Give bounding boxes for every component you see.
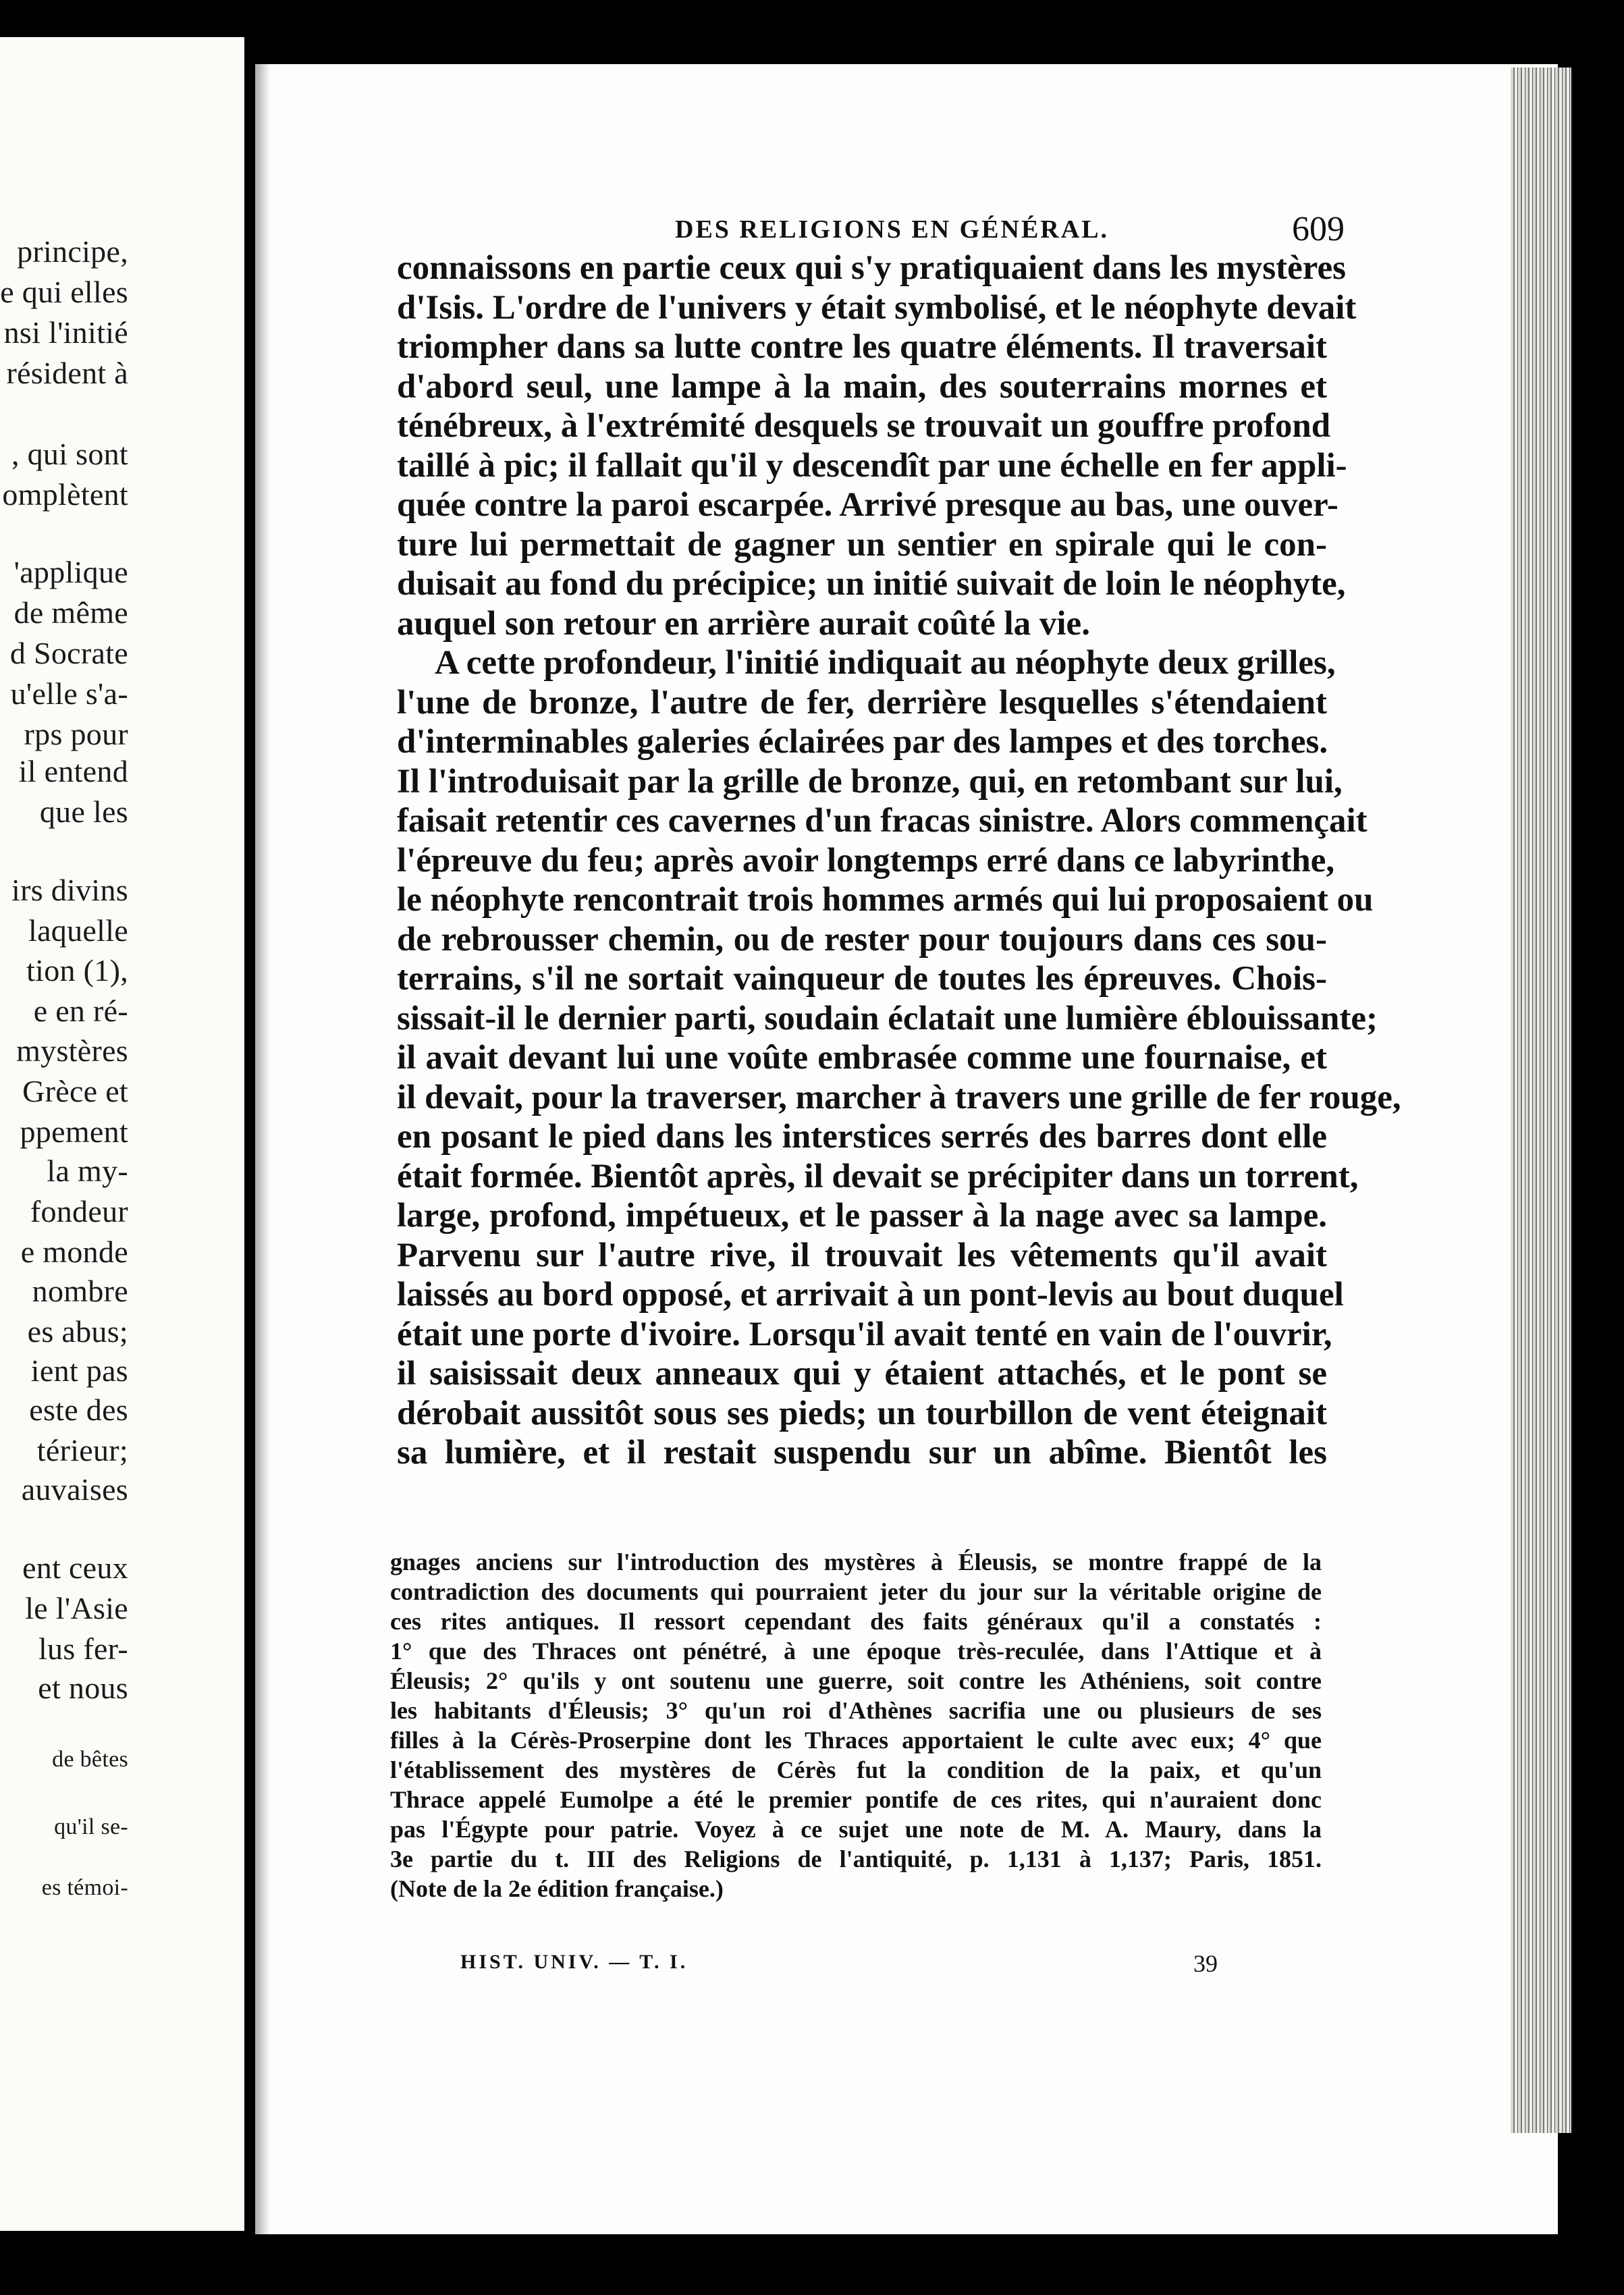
footnote-note-line: (Note de la 2e édition française.) <box>390 1875 724 1902</box>
left-page-line: mystères <box>16 1033 128 1068</box>
left-page-line: que les <box>39 794 128 829</box>
left-page-line: ppement <box>20 1114 128 1149</box>
left-page-line: la my- <box>47 1154 128 1188</box>
signature-number: 39 <box>1193 1950 1218 1977</box>
footnote-line: Thrace appelé Eumolpe a été le premier pontife de ces rites, qui n'auraient donc <box>390 1786 1322 1813</box>
text-line: était formée. Bientôt après, il devait se précipiter dans un torrent, <box>397 1157 1359 1195</box>
left-page-line: d Socrate <box>9 636 128 670</box>
left-page-line: fondeur <box>30 1194 128 1228</box>
text-line: taillé à pic; il fallait qu'il y descendît par une échelle en fer appli- <box>397 446 1347 485</box>
left-page-line: nsi l'initié <box>3 315 128 350</box>
left-page-line: il entend <box>18 754 128 788</box>
text-line: triompher dans sa lutte contre les quatre éléments. Il traversait <box>397 328 1327 366</box>
left-page-line: rps pour <box>24 717 128 751</box>
left-page-line: es abus; <box>27 1314 128 1349</box>
text-line: large, profond, impétueux, et le passer à la nage avec sa lampe. <box>397 1197 1327 1235</box>
text-line: l'épreuve du feu; après avoir longtemps erré dans ce labyrinthe, <box>397 841 1335 880</box>
footnote-line: pas l'Égypte pour patrie. Voyez à ce sujet une note de M. A. Maury, dans la <box>390 1816 1322 1843</box>
text-line: Parvenu sur l'autre rive, il trouvait les vêtements qu'il avait <box>397 1236 1327 1274</box>
previous-page-fragment <box>0 37 244 2231</box>
text-line: duisait au fond du précipice; un initié suivait de loin le néophyte, <box>397 565 1346 603</box>
left-page-line: laquelle <box>28 913 128 948</box>
text-line: ture lui permettait de gagner un sentier en spirale qui le con- <box>397 525 1327 564</box>
left-page-line: , qui sont <box>11 437 128 471</box>
text-line: quée contre la paroi escarpée. Arrivé presque au bas, une ouver- <box>397 486 1338 524</box>
text-line: il saisissait deux anneaux qui y étaient attachés, et le pont se <box>397 1355 1327 1393</box>
left-page-line: es témoi- <box>41 1875 128 1900</box>
page-edge-stack <box>1511 68 1571 2133</box>
page-number: 609 <box>1292 210 1345 248</box>
text-line: il devait, pour la traverser, marcher à travers une grille de fer rouge, <box>397 1078 1401 1116</box>
left-page-line: le l'Asie <box>25 1591 128 1625</box>
text-line: faisait retentir ces cavernes d'un fracas sinistre. Alors commençait <box>397 802 1368 840</box>
left-page-line: qu'il se- <box>54 1814 128 1839</box>
text-line: laissés au bord opposé, et arrivait à un pont-levis au bout duquel <box>397 1276 1344 1314</box>
left-page-line: ent ceux <box>22 1550 128 1585</box>
text-line: le néophyte rencontrait trois hommes armés qui lui proposaient ou <box>397 881 1374 919</box>
footnote-line: filles à la Cérès-Proserpine dont les Thraces apportaient le culte avec eux; 4° que <box>390 1727 1322 1754</box>
text-line: l'une de bronze, l'autre de fer, derrière lesquelles s'étendaient <box>397 683 1327 722</box>
previous-page-text <box>0 37 244 2231</box>
text-line: en posant le pied dans les interstices serrés des barres dont elle <box>397 1118 1327 1156</box>
text-line: dérobait aussitôt sous ses pieds; un tourbillon de vent éteignait <box>397 1394 1327 1432</box>
text-line: d'interminables galeries éclairées par des lampes et des torches. <box>397 723 1328 761</box>
text-line: Il l'introduisait par la grille de bronze, qui, en retombant sur lui, <box>397 762 1343 801</box>
left-page-line: de même <box>13 595 128 630</box>
footnote-line: ces rites antiques. Il ressort cependant des faits généraux qu'il a constatés : <box>390 1608 1322 1635</box>
footnote-line: 1° que des Thraces ont pénétré, à une époque très-reculée, dans l'Attique et à <box>390 1638 1322 1665</box>
printer-signature: HIST. UNIV. — T. I. <box>460 1951 688 1973</box>
left-page-line: Grèce et <box>22 1074 128 1108</box>
text-line: il avait devant lui une voûte embrasée comme une fournaise, et <box>397 1039 1327 1077</box>
text-line: sissait-il le dernier parti, soudain éclatait une lumière éblouissante; <box>397 999 1378 1037</box>
footnote-line: les habitants d'Éleusis; 3° qu'un roi d'Athènes sacrifia une ou plusieurs de ses <box>390 1697 1322 1724</box>
left-page-line: u'elle s'a- <box>10 676 128 711</box>
left-page-line: e en ré- <box>33 994 128 1028</box>
left-page-line: auvaises <box>21 1472 128 1507</box>
left-page-line: térieur; <box>36 1433 128 1467</box>
text-line: terrains, s'il ne sortait vainqueur de toutes les épreuves. Chois- <box>397 960 1327 998</box>
left-page-line: e qui elles <box>0 275 128 309</box>
text-line: de rebrousser chemin, ou de rester pour toujours dans ces sou- <box>397 920 1327 959</box>
paragraph-start-line: A cette profondeur, l'initié indiquait au néophyte deux grilles, <box>435 644 1336 682</box>
text-line: ténébreux, à l'extrémité desquels se trouvait un gouffre profond <box>397 407 1331 445</box>
text-line: d'abord seul, une lampe à la main, des souterrains mornes et <box>397 367 1327 406</box>
left-page-line: et nous <box>38 1671 128 1705</box>
text-line: d'Isis. L'ordre de l'univers y était symbolisé, et le néophyte devait <box>397 288 1357 327</box>
footnote-line: 3e partie du t. III des Religions de l'antiquité, p. 1,131 à 1,137; Paris, 1851. <box>390 1845 1322 1872</box>
paragraph-end-line: auquel son retour en arrière aurait coûté la vie. <box>397 604 1090 643</box>
left-page-line: de bêtes <box>52 1747 128 1772</box>
text-line: sa lumière, et il restait suspendu sur un abîme. Bientôt les <box>397 1434 1327 1472</box>
left-page-line: résident à <box>6 356 128 390</box>
footnote-block <box>390 1547 1322 1904</box>
left-page-line: omplètent <box>2 477 128 512</box>
left-page-line: principe, <box>17 234 128 269</box>
left-page-line: irs divins <box>11 873 128 907</box>
text-line: était une porte d'ivoire. Lorsqu'il avait tenté en vain de l'ouvrir, <box>397 1315 1332 1353</box>
left-page-line: e monde <box>20 1235 128 1269</box>
left-page-line: tion (1), <box>26 953 128 988</box>
footnote-line: contradiction des documents qui pourraient jeter du jour sur la véritable origine de <box>390 1578 1322 1605</box>
footnote-line: l'établissement des mystères de Cérès fut la condition de la paix, et qu'un <box>390 1756 1322 1783</box>
page-gutter-shadow <box>255 64 270 2234</box>
left-page-line: ient pas <box>30 1353 128 1388</box>
left-page-line: lus fer- <box>38 1631 128 1666</box>
footnote-line: Éleusis; 2° qu'ils y ont soutenu une guerre, soit contre les Athéniens, soit contre <box>390 1667 1322 1694</box>
running-head: DES RELIGIONS EN GÉNÉRAL. <box>675 215 1110 244</box>
left-page-line: este des <box>29 1393 128 1427</box>
left-page-line: nombre <box>32 1274 128 1308</box>
left-page-line: 'applique <box>13 555 128 589</box>
footnote-line: gnages anciens sur l'introduction des mystères à Éleusis, se montre frappé de la <box>390 1548 1322 1575</box>
main-text-block <box>397 248 1401 1473</box>
text-line: connaissons en partie ceux qui s'y pratiquaient dans les mystères <box>397 249 1346 287</box>
